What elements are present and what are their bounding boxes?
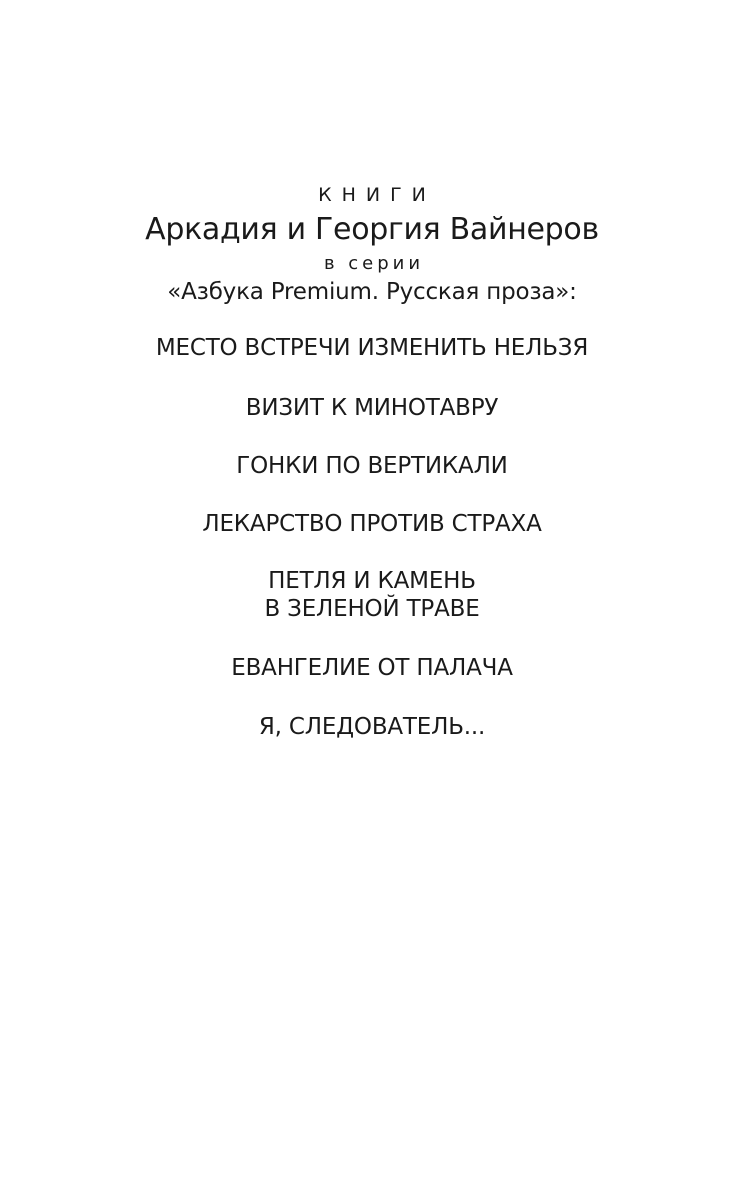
book-title: ЛЕКАРСТВО ПРОТИВ СТРАХА [202, 511, 542, 537]
book-title: ВИЗИТ К МИНОТАВРУ [245, 395, 499, 421]
series-name: «Азбука Premium. Русская проза»: [167, 279, 577, 305]
in-series-label: в серии [323, 253, 425, 274]
book-title-line-2: В ЗЕЛЕНОЙ ТРАВЕ [264, 596, 480, 622]
book-title: ЕВАНГЕЛИЕ ОТ ПАЛАЧА [231, 655, 513, 681]
book-title: Я, СЛЕДОВАТЕЛЬ... [258, 714, 486, 740]
authors-heading: Аркадия и Георгия Вайнеров [145, 212, 599, 247]
book-title-line-1: ПЕТЛЯ И КАМЕНЬ [268, 568, 476, 594]
book-title: ГОНКИ ПО ВЕРТИКАЛИ [236, 453, 508, 479]
books-kicker: КНИГИ [318, 184, 436, 206]
book-title: МЕСТО ВСТРЕЧИ ИЗМЕНИТЬ НЕЛЬЗЯ [155, 335, 589, 361]
